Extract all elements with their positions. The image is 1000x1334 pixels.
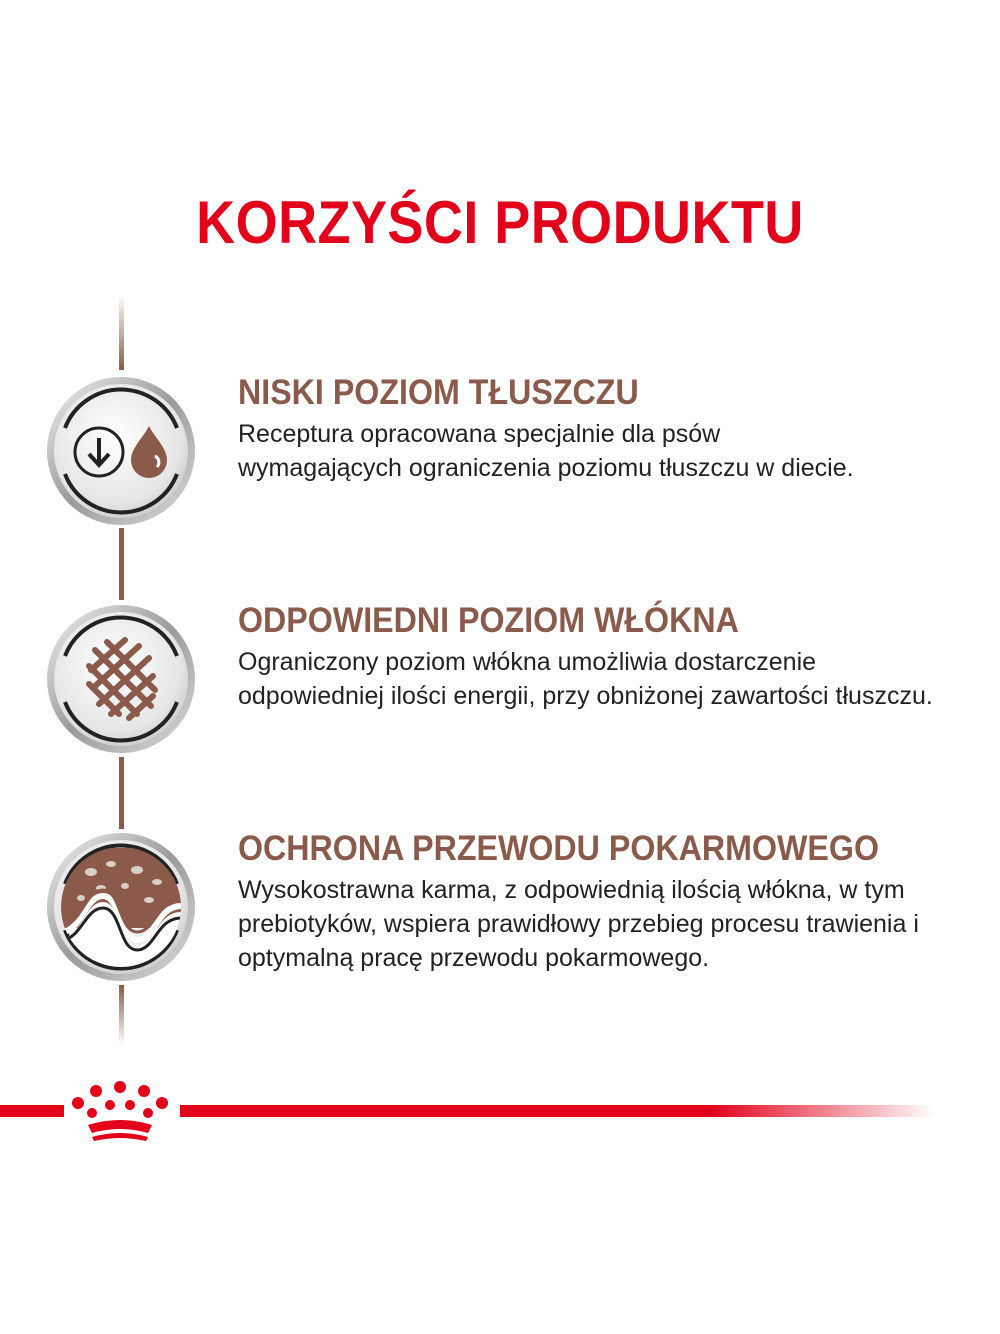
page-title: KORZYŚCI PRODUKTU — [196, 189, 804, 256]
benefit-item — [238, 601, 978, 713]
benefit-heading: OCHRONA PRZEWODU POKARMOWEGO — [238, 829, 880, 868]
benefit-item — [238, 373, 978, 485]
footer-brand-bar — [0, 1075, 1000, 1145]
benefit-description: Wysokostrawna karma, z odpowiednią ilością włókna, w tym prebiotyków, wspiera prawidłowy przebieg procesu trawienia i optymalną pracę przewodu pokarmowego. — [238, 876, 919, 972]
fiber-mesh-icon — [45, 600, 197, 758]
fat-drop-down-icon — [45, 372, 197, 530]
benefit-heading: ODPOWIEDNI POZIOM WŁÓKNA — [238, 601, 739, 640]
benefit-description: Receptura opracowana specjalnie dla psów wymagających ograniczenia poziomu tłuszczu w diecie. — [238, 420, 854, 482]
digestive-tract-icon — [45, 828, 197, 986]
royal-canin-crown-logo — [72, 1081, 168, 1141]
benefit-heading: NISKI POZIOM TŁUSZCZU — [238, 373, 639, 412]
benefit-description: Ograniczony poziom włókna umożliwia dostarczenie odpowiedniej ilości energii, przy obniżonej zawartości tłuszczu. — [238, 648, 933, 710]
benefit-item — [238, 829, 978, 975]
